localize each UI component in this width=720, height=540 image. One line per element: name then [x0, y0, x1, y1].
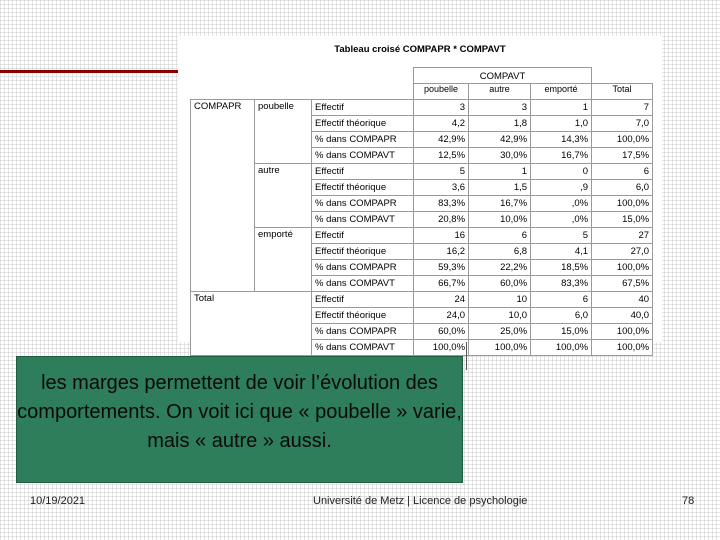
crosstab-table	[190, 67, 653, 356]
table-cell: 16,7%	[469, 196, 531, 212]
table-cell: 3	[414, 100, 469, 116]
row-variable-label: COMPAPR	[191, 100, 255, 292]
total-row-label: Total	[191, 292, 312, 356]
crosstab-body	[191, 68, 653, 356]
table-cell: 16,7%	[531, 148, 592, 164]
table-cell: 0	[531, 164, 592, 180]
header-total-spacer	[592, 68, 653, 84]
table-row	[191, 100, 653, 116]
table-cell: 100,0%	[414, 340, 469, 356]
table-cell: 24	[414, 292, 469, 308]
header-row-variable	[191, 68, 653, 84]
table-cell: 100,0%	[592, 340, 653, 356]
table-cell: 1	[469, 164, 531, 180]
table-cell: 6	[469, 228, 531, 244]
column-header: emporté	[531, 84, 592, 100]
table-cell: 6	[592, 164, 653, 180]
table-cell: 6	[531, 292, 592, 308]
statistic-label: Effectif théorique	[312, 116, 414, 132]
table-cell: 17,5%	[592, 148, 653, 164]
table-cell: 20,8%	[414, 212, 469, 228]
column-variable-header: COMPAVT	[414, 68, 592, 84]
table-cell: 100,0%	[592, 324, 653, 340]
table-cell: 6,8	[469, 244, 531, 260]
table-cell: 42,9%	[469, 132, 531, 148]
table-row	[191, 228, 653, 244]
crosstab-image	[178, 36, 662, 353]
footer-date: 10/19/2021	[30, 495, 86, 507]
table-cell: ,0%	[531, 196, 592, 212]
table-cell: 10,0	[469, 308, 531, 324]
table-cell: 18,5%	[531, 260, 592, 276]
table-cell: 83,3%	[531, 276, 592, 292]
callout-box	[16, 356, 463, 483]
statistic-label: % dans COMPAVT	[312, 340, 414, 356]
footer-page-number: 78	[682, 495, 695, 507]
table-cell: ,9	[531, 180, 592, 196]
column-header: autre	[469, 84, 531, 100]
title-accent-line	[0, 70, 180, 73]
statistic-label: % dans COMPAPR	[312, 260, 414, 276]
statistic-label: % dans COMPAVT	[312, 148, 414, 164]
table-cell: 7	[592, 100, 653, 116]
callout-text: les marges permettent de voir l’évolution des comportements. On voit ici que « poubelle » varie, mais « autre » aussi.	[17, 372, 462, 452]
table-cell: 7,0	[592, 116, 653, 132]
table-cell: 100,0%	[592, 260, 653, 276]
statistic-label: Effectif théorique	[312, 180, 414, 196]
statistic-label: % dans COMPAVT	[312, 276, 414, 292]
row-category-label: poubelle	[255, 100, 312, 164]
header-corner	[191, 68, 414, 84]
table-cell: 1,0	[531, 116, 592, 132]
table-row	[191, 292, 653, 308]
table-cell: 100,0%	[469, 340, 531, 356]
row-category-label: emporté	[255, 228, 312, 292]
table-cell: 3	[469, 100, 531, 116]
statistic-label: Effectif	[312, 228, 414, 244]
table-title: Tableau croisé COMPAPR * COMPAVT	[334, 44, 506, 55]
footer-institution: Université de Metz | Licence de psychologie	[313, 495, 528, 507]
table-cell: 100,0%	[531, 340, 592, 356]
statistic-label: % dans COMPAPR	[312, 324, 414, 340]
table-cell: 1,8	[469, 116, 531, 132]
statistic-label: Effectif théorique	[312, 244, 414, 260]
table-cell: 12,5%	[414, 148, 469, 164]
column-header: Total	[592, 84, 653, 100]
table-cell: 15,0%	[592, 212, 653, 228]
table-cell: 16	[414, 228, 469, 244]
row-category-label: autre	[255, 164, 312, 228]
table-cell: ,0%	[531, 212, 592, 228]
table-cell: 27,0	[592, 244, 653, 260]
table-cell: 24,0	[414, 308, 469, 324]
column-header: poubelle	[414, 84, 469, 100]
table-cell: 100,0%	[592, 132, 653, 148]
table-cell: 6,0	[592, 180, 653, 196]
header-corner-2	[191, 84, 414, 100]
table-row	[191, 164, 653, 180]
header-row-categories	[191, 84, 653, 100]
table-cell: 67,5%	[592, 276, 653, 292]
statistic-label: Effectif	[312, 164, 414, 180]
table-cell: 1	[531, 100, 592, 116]
table-cell: 42,9%	[414, 132, 469, 148]
table-cell: 4,1	[531, 244, 592, 260]
statistic-label: Effectif théorique	[312, 308, 414, 324]
table-cell: 60,0%	[469, 276, 531, 292]
table-cell: 5	[414, 164, 469, 180]
table-cell: 40	[592, 292, 653, 308]
table-cell: 40,0	[592, 308, 653, 324]
table-cell: 25,0%	[469, 324, 531, 340]
statistic-label: % dans COMPAPR	[312, 132, 414, 148]
statistic-label: Effectif	[312, 292, 414, 308]
table-cell: 30,0%	[469, 148, 531, 164]
table-cell: 27	[592, 228, 653, 244]
table-cell: 3,6	[414, 180, 469, 196]
table-cell: 10,0%	[469, 212, 531, 228]
statistic-label: Effectif	[312, 100, 414, 116]
table-cell: 66,7%	[414, 276, 469, 292]
table-cell: 16,2	[414, 244, 469, 260]
callout-connector-line	[466, 342, 467, 370]
statistic-label: % dans COMPAPR	[312, 196, 414, 212]
table-cell: 1,5	[469, 180, 531, 196]
table-cell: 59,3%	[414, 260, 469, 276]
table-cell: 14,3%	[531, 132, 592, 148]
table-cell: 83,3%	[414, 196, 469, 212]
table-cell: 4,2	[414, 116, 469, 132]
table-cell: 5	[531, 228, 592, 244]
table-cell: 60,0%	[414, 324, 469, 340]
table-cell: 10	[469, 292, 531, 308]
statistic-label: % dans COMPAVT	[312, 212, 414, 228]
table-cell: 15,0%	[531, 324, 592, 340]
table-cell: 100,0%	[592, 196, 653, 212]
table-cell: 6,0	[531, 308, 592, 324]
table-cell: 22,2%	[469, 260, 531, 276]
